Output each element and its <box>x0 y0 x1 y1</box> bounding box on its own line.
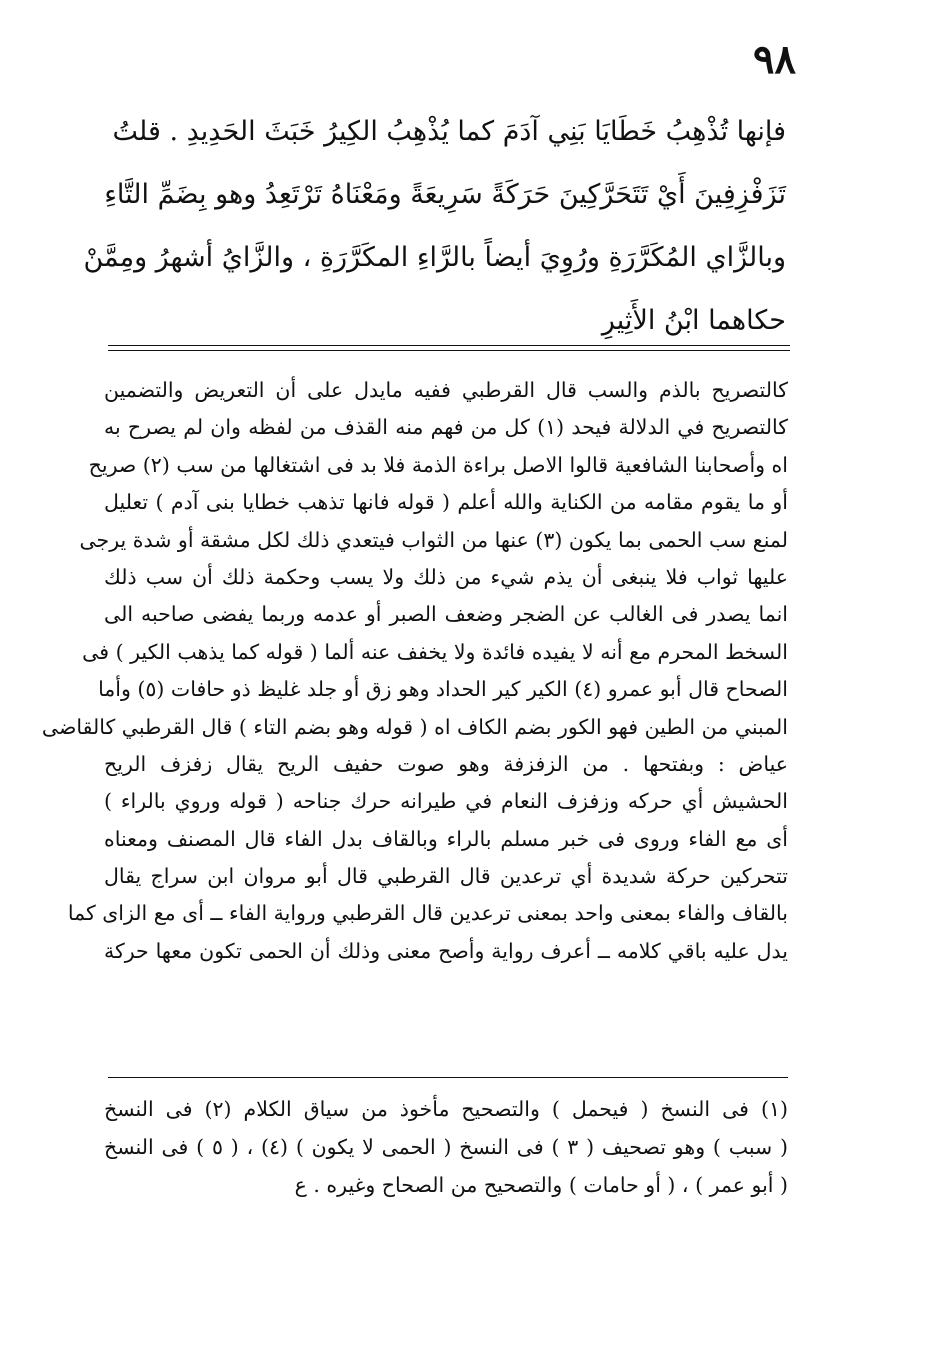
commentary-line: الصحاح قال أبو عمرو (٤) الكير كير الحداد وهو زق أو جلد غليظ ذو حافات (٥) وأما <box>98 677 788 702</box>
commentary-line: اه وأصحابنا الشافعية قالوا الاصل براءة الذمة فلا بد فى اشتغالها من سب (٢) صريح <box>88 452 788 477</box>
commentary-line: يدل عليه باقي كلامه ــ أعرف رواية وأصح معنى وذلك أن الحمى تكون معها حركة <box>104 938 788 963</box>
footnote-line: (١) فى النسخ ( فيحمل ) والتصحيح مأخوذ من سياق الكلام (٢) فى النسخ <box>104 1097 788 1121</box>
footnotes-block <box>104 1090 788 1204</box>
commentary-block <box>41 372 788 970</box>
commentary-line: الحشيش أي حركه وزفزف النعام في طيرانه حرك جناحه ( قوله وروي بالراء ) <box>104 789 788 814</box>
footnote-line: ( أبو عمر ) ، ( أو حامات ) والتصحيح من الصحاح وغيره . ع <box>294 1173 788 1197</box>
page-number: ٩٨ <box>753 36 796 83</box>
commentary-line: عياض : وبفتحها . من الزفزفة وهو صوت حفيف الريح يقال زفزف الريح <box>104 751 788 776</box>
commentary-line: أو ما يقوم مقامه من الكناية والله أعلم ( قوله فانها تذهب خطايا بنى آدم ) تعليل <box>104 490 788 515</box>
commentary-line: السخط المحرم مع أنه لا يفيده فائدة ولا يخفف عنه ألما ( قوله كما يذهب الكير ) فى <box>82 639 788 664</box>
double-divider-rule <box>108 345 790 351</box>
commentary-line: كالتصريح في الدلالة فيحد (١) كل من فهم منه القذف من لفظه وان لم يصرح به <box>104 415 788 440</box>
main-text-line: وبالزَّاي المُكَرَّرَةِ ورُوِيَ أيضاً بالرَّاءِ المكَرَّرَةِ ، والزَّايُ أشهرُ ومِمَّنْ <box>83 242 786 273</box>
commentary-line: أى مع الفاء وروى فى خبر مسلم بالراء وبالقاف بدل الفاء قال المصنف ومعناه <box>104 826 788 851</box>
commentary-line: انما يصدر فى الغالب عن الضجر وضعف الصبر أو عدمه وربما يفضى صاحبه الى <box>104 602 788 627</box>
commentary-line: المبني من الطين فهو الكور بضم الكاف اه ( قوله وهو بضم التاء ) قال القرطبي كالقاضى <box>41 714 788 739</box>
main-text-line: تَزَفْزِفِينَ أَيْ تَتَحَرَّكِينَ حَرَكَةً سَرِيعَةً ومَعْنَاهُ تَرْتَعِدُ وهو بِضَمِّ التَّاءِ <box>104 179 786 210</box>
commentary-line: بالقاف والفاء بمعنى واحد بمعنى ترعدين قال القرطبي ورواية الفاء ــ أى مع الزاى كما <box>67 901 788 926</box>
main-text-line: حكاهما ابْنُ الأَثِيرِ <box>601 305 786 336</box>
commentary-line: لمنع سب الحمى بما يكون (٣) عنها من الثواب فيتعدي ذلك لكل مشقة أو شدة يرجى <box>79 527 788 552</box>
footnote-line: ( سبب ) وهو تصحيف ( ٣ ) فى النسخ ( الحمى لا يكون ) (٤) ، ( ٥ ) فى النسخ <box>104 1135 788 1159</box>
commentary-line: عليها ثواب فلا ينبغى أن يذم شيء من ذلك ولا يسب وحكمة ذلك أن سب ذلك <box>104 564 788 589</box>
commentary-line: تتحركين حركة شديدة أي ترعدين قال القرطبي قال أبو مروان ابن سراج يقال <box>104 864 788 889</box>
commentary-line: كالتصريح بالذم والسب قال القرطبي ففيه مايدل على أن التعريض والتضمين <box>104 378 788 402</box>
main-text-line: فإنها تُذْهِبُ خَطَايَا بَنِي آدَمَ كما يُذْهِبُ الكِيرُ خَبَثَ الحَدِيدِ . قلتُ <box>112 116 786 147</box>
footnote-divider-rule <box>108 1077 788 1078</box>
main-text-block <box>83 100 786 352</box>
